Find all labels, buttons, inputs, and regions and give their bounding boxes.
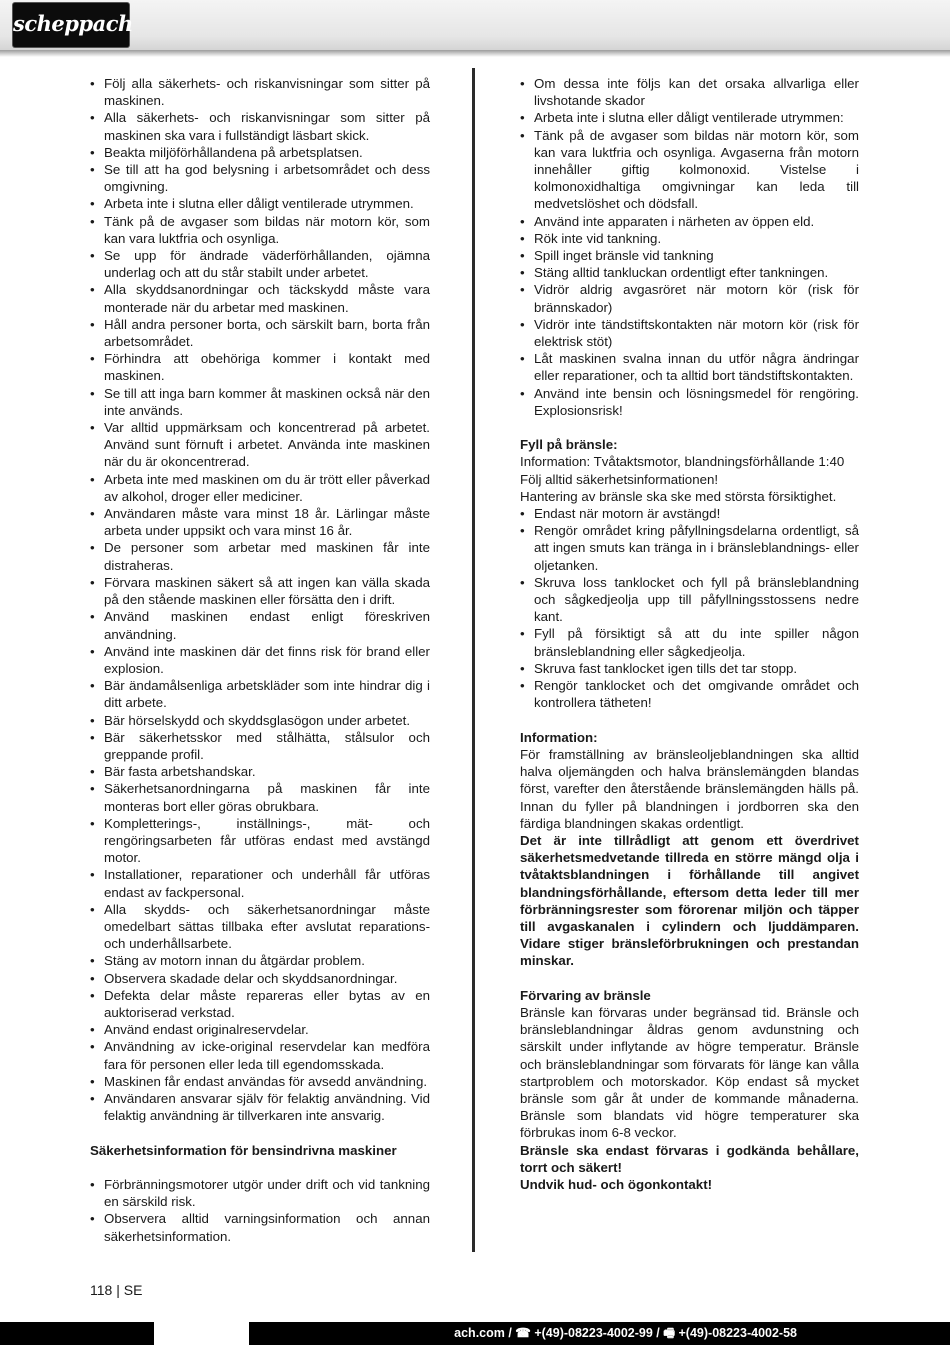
list-item: • Maskinen får endast användas för avsedd användning. <box>90 1073 430 1090</box>
page-header <box>0 0 950 52</box>
list-item: • Alla säkerhets- och riskanvisningar som sitter på maskinen ska vara i fullständigt läsbart skick. <box>90 109 430 143</box>
list-item: • Användaren ansvarar själv för felaktig användning. Vid felaktig användning är tillverkaren inte ansvarig. <box>90 1090 430 1124</box>
list-item: • Defekta delar måste repareras eller bytas av en auktoriserad verkstad. <box>90 987 430 1021</box>
list-item: • Alla skydds- och säkerhetsanordningar måste omedelbart sättas tillbaka efter avslutat reparations- och underhållsarbete. <box>90 901 430 953</box>
list-item: • Rengör området kring påfyllningsdelarna ordentligt, så att ingen smuts kan tränga in i bränsleblandnings- eller oljetanken. <box>520 522 859 574</box>
list-item: • Stäng av motorn innan du åtgärdar problem. <box>90 952 430 969</box>
right-column <box>520 75 859 1193</box>
list-item: • Arbeta inte med maskinen om du är trött eller påverkad av alkohol, droger eller mediciner. <box>90 471 430 505</box>
fuel-info: Information: Tvåtaktsmotor, blandningsförhållande 1:40 <box>520 454 845 470</box>
list-item: • De personer som arbetar med maskinen får inte distraheras. <box>90 539 430 573</box>
footer-contact: ach.com / ☎ +(49)-08223-4002-99 / 🖷 +(49)-08223-4002-58 <box>454 1326 797 1340</box>
list-item: • Se upp för ändrade väderförhållanden, ojämna underlag och att du står stabilt under arbetet. <box>90 247 430 281</box>
list-item: • Se till att inga barn kommer åt maskinen också när den inte används. <box>90 385 430 419</box>
footer-notch <box>154 1322 249 1345</box>
brand-logo <box>13 3 133 47</box>
list-item: • Fyll på försiktigt så att du inte spiller någon bränsleblandning eller sågkedjeolja. <box>520 625 859 659</box>
fuel-steps-list <box>520 505 859 711</box>
list-item: • Bär ändamålsenliga arbetskläder som inte hindrar dig i ditt arbete. <box>90 677 430 711</box>
brand-logo-text: scheppach <box>13 11 133 36</box>
list-item: • Alla skyddsanordningar och täckskydd måste vara monterade när du arbetar med maskinen. <box>90 281 430 315</box>
fuel-heading: Fyll på bränsle: <box>520 437 618 453</box>
list-item: • Installationer, reparationer och underhåll får utföras endast av fackpersonal. <box>90 866 430 900</box>
header-shadow <box>0 50 950 57</box>
list-item: • Rengör tanklocket och det omgivande området och kontrollera tätheten! <box>520 677 859 711</box>
list-item: • Följ alla säkerhets- och riskanvisningar som sitter på maskinen. <box>90 75 430 109</box>
page-footer <box>0 1322 950 1345</box>
storage-warning-contact: Undvik hud- och ögonkontakt! <box>520 1176 713 1192</box>
petrol-safety-heading: Säkerhetsinformation för bensindrivna maskiner <box>90 1142 397 1158</box>
list-item: • Kompletterings-, inställnings-, mät- och rengöringsarbeten får utföras endast med avstängd motor. <box>90 815 430 867</box>
storage-warning-containers: Bränsle ska endast förvaras i godkända behållare, torrt och säkert! <box>520 1142 859 1175</box>
list-item: • Arbeta inte i slutna eller dåligt ventilerade utrymmen. <box>90 195 430 212</box>
list-item: • Använd endast originalreservdelar. <box>90 1021 430 1038</box>
list-item: • Rök inte vid tankning. <box>520 230 859 247</box>
list-item: • Bär säkerhetsskor med stålhätta, stålsulor och greppande profil. <box>90 729 430 763</box>
list-item: • Tänk på de avgaser som bildas när motorn kör, som kan vara luktfria och osynliga. Avgaserna från motorn innehåller giftig kolmonoxid. Vistelse i kolmonoxidhaltiga omgivningar kan leda till medvetslöshet och dödsfall. <box>520 127 859 213</box>
page-number-separator: | <box>116 1282 120 1298</box>
petrol-safety-list-continued <box>520 75 859 419</box>
column-divider <box>472 68 475 1252</box>
list-item: • Förhindra att obehöriga kommer i kontakt med maskinen. <box>90 350 430 384</box>
fuel-follow: Följ alltid säkerhetsinformationen! <box>520 471 719 487</box>
list-item: • Säkerhetsanordningarna på maskinen får inte monteras bort eller göras obrukbara. <box>90 780 430 814</box>
fuel-handling: Hantering av bränsle ska ske med största försiktighet. <box>520 488 837 504</box>
list-item: • Tänk på de avgaser som bildas när motorn kör, som kan vara luktfria och osynliga. <box>90 213 430 247</box>
list-item: • Se till att ha god belysning i arbetsområdet och dess omgivning. <box>90 161 430 195</box>
list-item: • Användaren måste vara minst 18 år. Lärlingar måste arbeta under uppsikt och vara minst 16 år. <box>90 505 430 539</box>
list-item: • Skruva loss tanklocket och fyll på bränsleblandning och sågkedjeolja upp till påfyllningsstossens nedre kant. <box>520 574 859 626</box>
info-warning: Det är inte tillrådligt att genom ett överdrivet säkerhetsmedvetande tillreda en större mängd olja i tvåtaktsblandningen i förhållande till angivet blandningsförhållande, eftersom detta leder till mer förbränningsrester som förorenar miljön och täpper till avgaskanalen i cylindern och ljuddämparen. Vidare stiger bränsleförbrukningen och prestandan minskar. <box>520 832 859 969</box>
list-item: • Stäng alltid tankluckan ordentligt efter tankningen. <box>520 264 859 281</box>
list-item: • Bär hörselskydd och skyddsglasögon under arbetet. <box>90 712 430 729</box>
list-item: • Använd inte apparaten i närheten av öppen eld. <box>520 213 859 230</box>
list-item: • Användning av icke-original reservdelar kan medföra fara för personen eller leda till egendomsskada. <box>90 1038 430 1072</box>
list-item: • Använd inte bensin och lösningsmedel för rengöring. Explosionsrisk! <box>520 385 859 419</box>
list-item: • Observera skadade delar och skyddsanordningar. <box>90 970 430 987</box>
list-item: • Var alltid uppmärksam och koncentrerad på arbetet. Använd sunt förnuft i arbetet. Använda inte maskinen när du är okoncentrerad. <box>90 419 430 471</box>
list-item: • Låt maskinen svalna innan du utför några ändringar eller reparationer, och ta alltid bort tändstiftskontakten. <box>520 350 859 384</box>
list-item: • Arbeta inte i slutna eller dåligt ventilerade utrymmen: <box>520 109 859 126</box>
storage-text: Bränsle kan förvaras under begränsad tid. Bränsle och bränsleblandningar åldras genom avdunstning och särskilt under inflytande av högre temperatur. Bränsle och bränsleblandningar som förvarats för länge kan vålla startproblem och motorskador. Köp endast så mycket bränsle som går åt under de kommande månaderna. Bränsle som blandats vid högre temperaturer ska förbrukas inom 6-8 veckor. <box>520 1004 859 1141</box>
storage-heading: Förvaring av bränsle <box>520 987 651 1003</box>
petrol-safety-list <box>90 1176 430 1245</box>
list-item: • Förvara maskinen säkert så att ingen kan välla skada på den stående maskinen eller försätta den i drift. <box>90 574 430 608</box>
list-item: • Beakta miljöförhållandena på arbetsplatsen. <box>90 144 430 161</box>
list-item: • Spill inget bränsle vid tankning <box>520 247 859 264</box>
info-text: För framställning av bränsleoljeblandningen ska alltid halva oljemängden och halva bränslemängden blandas först, varefter den återstående bränslemängden hälls på. Innan du fyller på blandningen i jordborren ska den färdiga blandningen skakas ordentligt. <box>520 746 859 831</box>
page-number-value: 118 <box>90 1282 113 1298</box>
list-item: • Om dessa inte följs kan det orsaka allvarliga eller livshotande skador <box>520 75 859 109</box>
list-item: • Vidrör aldrig avgasröret när motorn kör (risk för brännskador) <box>520 281 859 315</box>
list-item: • Endast när motorn är avstängd! <box>520 505 859 522</box>
left-column <box>90 75 430 1245</box>
list-item: • Använd inte maskinen där det finns risk för brand eller explosion. <box>90 643 430 677</box>
list-item: • Håll andra personer borta, och särskilt barn, borta från arbetsområdet. <box>90 316 430 350</box>
page-number <box>90 1282 142 1298</box>
page-language: SE <box>123 1282 143 1298</box>
list-item: • Förbränningsmotorer utgör under drift och vid tankning en särskild risk. <box>90 1176 430 1210</box>
list-item: • Använd maskinen endast enligt föreskriven användning. <box>90 608 430 642</box>
safety-list <box>90 75 430 1124</box>
list-item: • Vidrör inte tändstiftskontakten när motorn kör (risk för elektrisk stöt) <box>520 316 859 350</box>
list-item: • Skruva fast tanklocket igen tills det tar stopp. <box>520 660 859 677</box>
list-item: • Observera alltid varningsinformation och annan säkerhetsinformation. <box>90 1210 430 1244</box>
info-heading: Information: <box>520 729 598 745</box>
list-item: • Bär fasta arbetshandskar. <box>90 763 430 780</box>
